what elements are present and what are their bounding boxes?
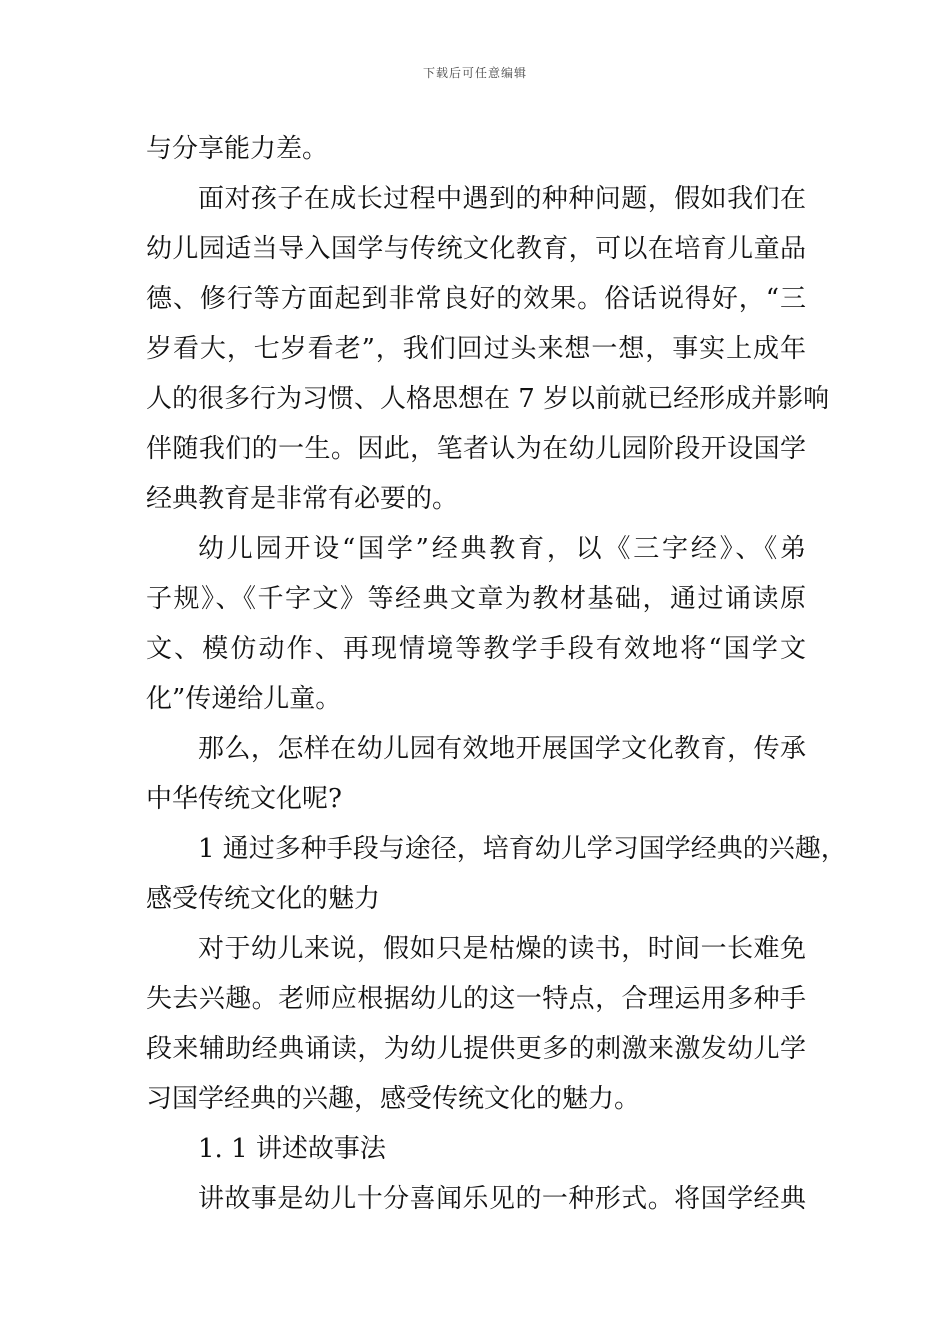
paragraph-line: 德、修行等方面起到非常良好的效果。俗话说得好，“三 <box>146 284 806 314</box>
paragraph-line: 伴随我们的一生。因此，笔者认为在幼儿园阶段开设国学 <box>146 434 806 464</box>
section-heading-line: 感受传统文化的魅力 <box>146 884 381 914</box>
paragraph-line: 那么，怎样在幼儿园有效地开展国学文化教育，传承 <box>198 734 806 764</box>
paragraph-line: 与分享能力差。 <box>146 134 329 164</box>
paragraph-line: 对于幼儿来说，假如只是枯燥的读书，时间一长难免 <box>198 934 806 964</box>
paragraph-line: 中华传统文化呢? <box>146 784 342 814</box>
paragraph-line: 人的很多行为习惯、人格思想在 7 岁以前就已经形成并影响 <box>146 384 830 414</box>
paragraph-line: 段来辅助经典诵读，为幼儿提供更多的刺激来激发幼儿学 <box>146 1034 806 1064</box>
paragraph-line: 岁看大，七岁看老”，我们回过头来想一想，事实上成年 <box>146 334 806 364</box>
subsection-heading: 1. 1 讲述故事法 <box>198 1134 386 1164</box>
paragraph-line: 失去兴趣。老师应根据幼儿的这一特点，合理运用多种手 <box>146 984 806 1014</box>
paragraph-line: 讲故事是幼儿十分喜闻乐见的一种形式。将国学经典 <box>198 1184 806 1214</box>
document-body <box>146 124 847 1224</box>
paragraph-line: 幼儿园开设“国学”经典教育，以《三字经》、《弟 <box>198 534 806 564</box>
paragraph-line: 化”传递给儿童。 <box>146 684 342 714</box>
paragraph-line: 子规》、《千字文》等经典文章为教材基础，通过诵读原 <box>146 584 806 614</box>
paragraph-line: 习国学经典的兴趣，感受传统文化的魅力。 <box>146 1084 641 1114</box>
paragraph-line: 文、模仿动作、再现情境等教学手段有效地将“国学文 <box>146 634 806 664</box>
paragraph-line: 幼儿园适当导入国学与传统文化教育，可以在培育儿童品 <box>146 234 806 264</box>
paragraph-line: 经典教育是非常有必要的。 <box>146 484 459 514</box>
section-heading-line: 1 通过多种手段与途径，培育幼儿学习国学经典的兴趣， <box>198 834 847 864</box>
page-header: 下载后可任意编辑 <box>422 66 527 80</box>
paragraph-line: 面对孩子在成长过程中遇到的种种问题，假如我们在 <box>198 184 806 214</box>
